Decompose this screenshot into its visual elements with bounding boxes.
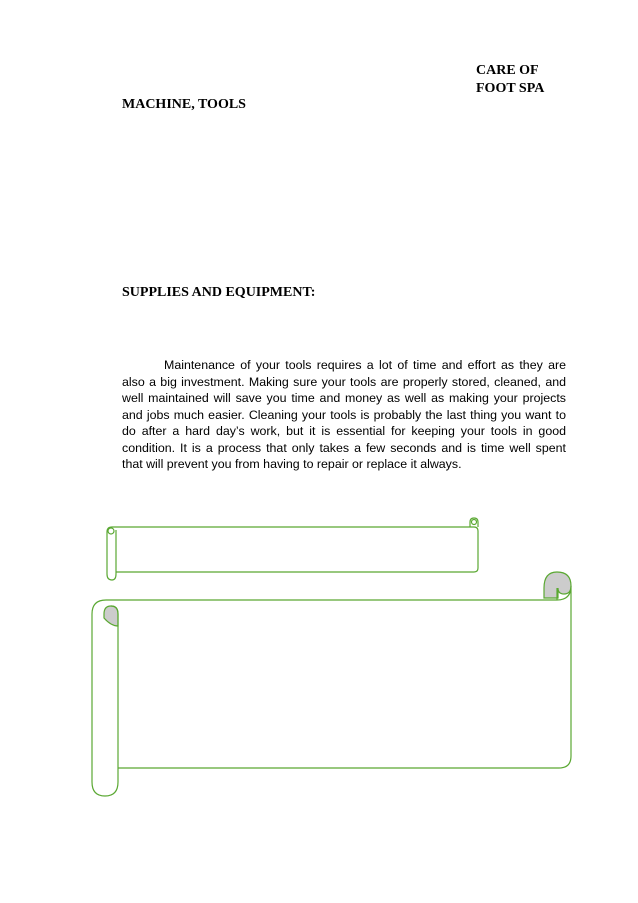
large-scroll-left-roll (92, 600, 118, 796)
machine-tools-heading: MACHINE, TOOLS (122, 97, 246, 112)
care-of-line: CARE OF (476, 63, 539, 78)
supplies-equipment-heading: SUPPLIES AND EQUIPMENT: (122, 285, 316, 300)
large-scroll-body (106, 586, 571, 768)
maintenance-paragraph: Maintenance of your tools requires a lot of time and effort as they are also a big investment. Making sure your tools are properly stored, cleaned, and well maintained will save you time and money as well as making your projects and jobs much easier. Cleaning your tools is probably the last thing you want to do after a hard day’s work, but it is essential for keeping your tools in good condition. It is a process that only takes a few seconds and is time well spent that will prevent you from having to repair or replace it always. (122, 358, 566, 471)
large-scroll-left-curl-fill (104, 606, 118, 626)
foot-spa-line: FOOT SPA (476, 81, 545, 96)
